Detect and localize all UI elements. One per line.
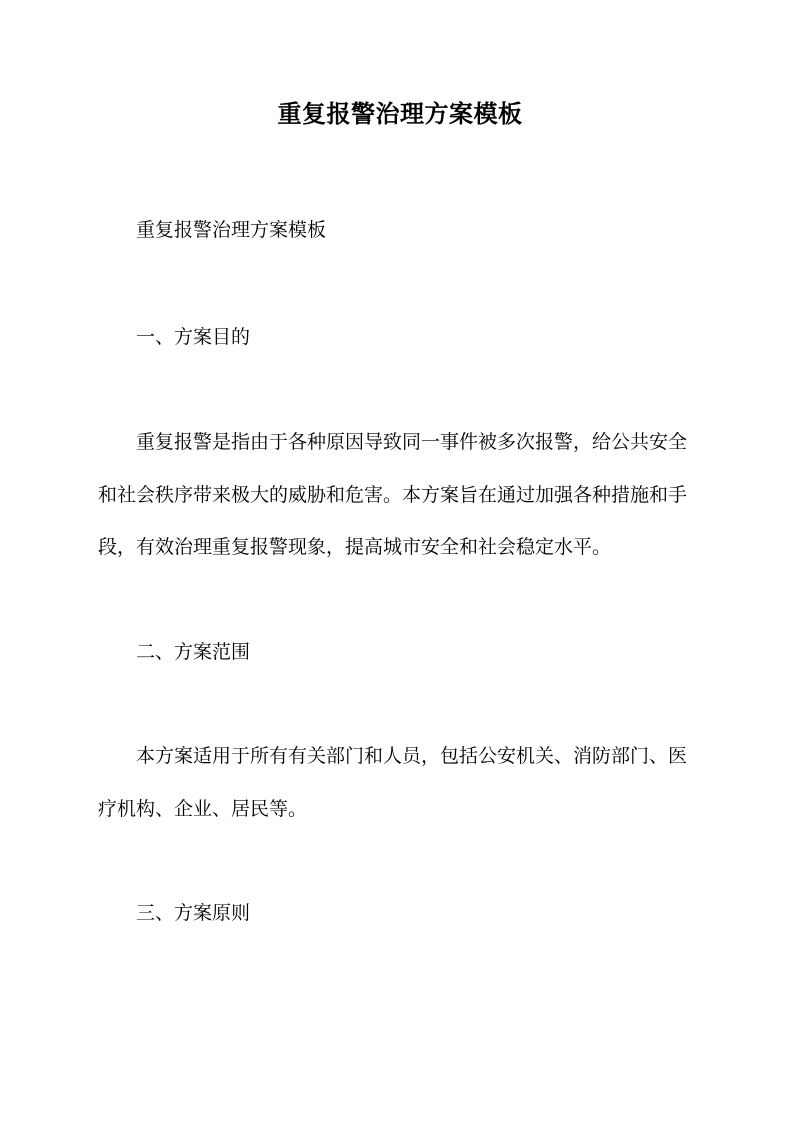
section-heading-scope: 二、方案范围	[136, 641, 251, 663]
document-title: 重复报警治理方案模板	[277, 99, 523, 128]
section-paragraph-purpose: 重复报警是指由于各种原因导致同一事件被多次报警，给公共安全和社会秩序带来极大的威胁和危害。本方案旨在通过加强各种措施和手段，有效治理重复报警现象，提高城市安全和社会稳定水平。	[98, 431, 688, 558]
document-subtitle: 重复报警治理方案模板	[136, 219, 327, 241]
section-heading-purpose: 一、方案目的	[136, 326, 251, 348]
section-heading-principles: 三、方案原则	[136, 902, 251, 924]
section-paragraph-scope: 本方案适用于所有有关部门和人员，包括公安机关、消防部门、医疗机构、企业、居民等。	[98, 745, 688, 820]
